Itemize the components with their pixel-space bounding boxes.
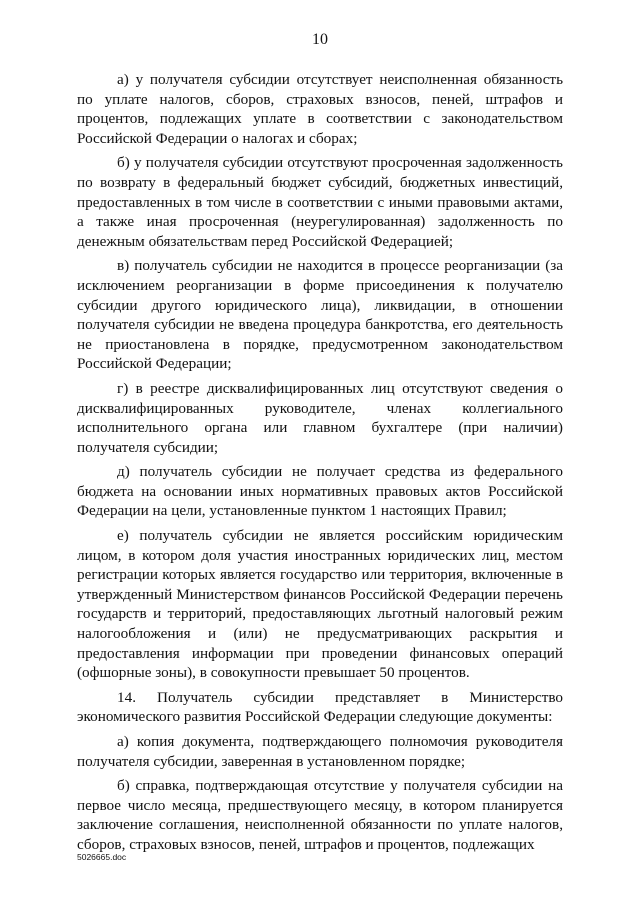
- paragraph-14: 14. Получатель субсидии представляет в Министерство экономического развития Российской Федерации следующие документы:: [77, 688, 563, 726]
- paragraph-14-a: а) копия документа, подтверждающего полномочия руководителя получателя субсидии, заверенная в установленном порядке;: [77, 733, 563, 770]
- paragraph-e: е) получатель субсидии не является российским юридическим лицом, в котором доля участия иностранных юридических лиц, местом регистрации которых является государство или территория, включенные в утвержденный Министерством финансов Российской Федерации перечень государств и территорий, предоставляющих льготный налоговый режим налогообложения и (или) не предусматривающих раскрытия и предоставления информации при проведении финансовых операций (офшорные зоны), в совокупности превышает 50 процентов.: [77, 527, 563, 682]
- paragraph-v: в) получатель субсидии не находится в процессе реорганизации (за исключением реорганизации в форме присоединения к получателю субсидии другого юридического лица), ликвидации, в отношении получателя субсидии не введена процедура банкротства, его деятельность не приостановлена в порядке, предусмотренном законодательством Российской Федерации;: [77, 257, 563, 373]
- paragraph-g: г) в реестре дисквалифицированных лиц отсутствуют сведения о дисквалифицированных руководителе, членах коллегиального исполнительного органа или главном бухгалтере (при наличии) получателя субсидии;: [77, 379, 563, 456]
- paragraph-a: а) у получателя субсидии отсутствует неисполненная обязанность по уплате налогов, сборов, страховых взносов, пеней, штрафов и процентов, подлежащих уплате в соответствии с законодательством Российской Федерации о налогах и сборах;: [77, 71, 563, 147]
- footer-doc-id: 5026665.doc: [77, 852, 127, 862]
- paragraph-d: д) получатель субсидии не получает средства из федерального бюджета на основании иных нормативных правовых актов Российской Федерации на цели, установленные пунктом 1 настоящих Правил;: [77, 463, 563, 520]
- document-body: [77, 70, 563, 860]
- page-number: 10: [312, 31, 328, 48]
- paragraph-14-b: б) справка, подтверждающая отсутствие у получателя субсидии на первое число месяца, предшествующего месяцу, в котором планируется заключение соглашения, неисполненной обязанности по уплате налогов, сборов, страховых взносов, пеней, штрафов и процентов, подлежащих: [77, 777, 563, 853]
- paragraph-b: б) у получателя субсидии отсутствуют просроченная задолженность по возврату в федеральный бюджет субсидий, бюджетных инвестиций, предоставленных в том числе в соответствии с иными правовыми актами, а также иная просроченная (неурегулированная) задолженность по денежным обязательствам перед Российской Федерацией;: [77, 154, 563, 250]
